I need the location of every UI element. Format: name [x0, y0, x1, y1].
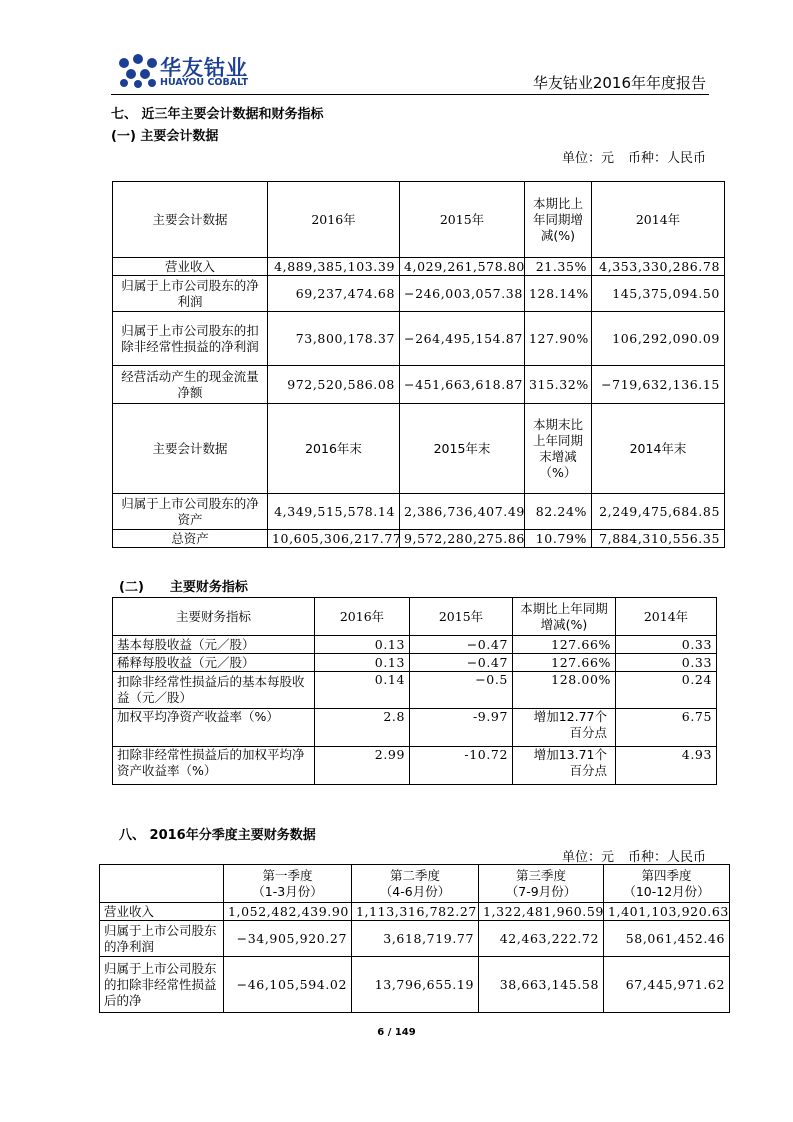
- cell-value: 972,520,586.08: [268, 366, 400, 404]
- cell-value: 42,463,222.72: [479, 921, 604, 957]
- cell-value: -10.72: [410, 747, 513, 785]
- unit-line-2: [562, 846, 706, 865]
- cell-value: 127.66%: [513, 654, 616, 672]
- row-label: 经营活动产生的现金流量净额: [113, 366, 268, 404]
- section-7-title: 七、 近三年主要会计数据和财务指标: [111, 107, 324, 122]
- cell-value: 1,401,103,920.63: [604, 903, 730, 921]
- row-label: 扣除非经常性损益后的加权平均净资产收益率（%）: [113, 747, 315, 785]
- quarter-name: 第一季度: [262, 867, 313, 883]
- cell-value: 145,375,094.50: [592, 276, 725, 312]
- cell-value: 127.66%: [513, 636, 616, 654]
- unit-line-1: [562, 147, 706, 166]
- cell-value: 10.79%: [525, 530, 592, 548]
- cell-value: 1,322,481,960.59: [479, 903, 604, 921]
- cell-value: 73,800,178.37: [268, 312, 400, 366]
- quarter-months: （10-12月份）: [623, 883, 710, 899]
- page-number: 6 / 149: [377, 1027, 416, 1038]
- cell-value: 1,052,482,439.90: [224, 903, 352, 921]
- table-row: [100, 921, 730, 957]
- table-header-row: [100, 865, 730, 903]
- cell-value: 315.32%: [525, 366, 592, 404]
- table-row: [113, 276, 725, 312]
- row-label: 基本每股收益（元／股）: [113, 636, 315, 654]
- table-row: [113, 258, 725, 276]
- accounting-data-table: [112, 181, 725, 548]
- col-header: 2015年: [400, 182, 525, 258]
- table-header-row: [113, 598, 717, 636]
- row-label: 加权平均净资产收益率（%）: [113, 709, 315, 747]
- col-header: 主要财务指标: [113, 598, 315, 636]
- cell-value: 4,349,515,578.14: [268, 494, 400, 530]
- cell-value: 0.13: [315, 636, 410, 654]
- col-header: 2016年末: [268, 404, 400, 494]
- table-row: [113, 312, 725, 366]
- cell-value: 82.24%: [525, 494, 592, 530]
- financial-indicators-table: [112, 597, 717, 785]
- cell-value: 2,386,736,407.49: [400, 494, 525, 530]
- company-logo: [118, 52, 278, 92]
- logo-mark-icon: [118, 54, 158, 88]
- cell-value: 13,796,655.19: [352, 957, 479, 1013]
- cell-value: 9,572,280,275.86: [400, 530, 525, 548]
- cell-value: −246,003,057.38: [400, 276, 525, 312]
- cell-value: −264,495,154.87: [400, 312, 525, 366]
- cell-value: 6.75: [616, 709, 717, 747]
- col-header: 2016年: [268, 182, 400, 258]
- unit-label: 单位：元: [561, 850, 614, 865]
- cell-value: −0.47: [410, 654, 513, 672]
- row-label: 稀释每股收益（元／股）: [113, 654, 315, 672]
- quarter-name: 第二季度: [389, 867, 440, 883]
- section-8-title: 八、 2016年分季度主要财务数据: [119, 828, 316, 843]
- cell-value: 0.14: [315, 672, 410, 709]
- currency-label: 币种：人民币: [627, 151, 706, 166]
- col-header: [224, 865, 352, 903]
- cell-value: −34,905,920.27: [224, 921, 352, 957]
- cell-value: 2.8: [315, 709, 410, 747]
- table-row: [100, 903, 730, 921]
- cell-value: 38,663,145.58: [479, 957, 604, 1013]
- cell-value: 0.33: [616, 636, 717, 654]
- table-row: [100, 957, 730, 1013]
- cell-value: 128.14%: [525, 276, 592, 312]
- col-header: 本期比上年同期增减(%): [513, 598, 616, 636]
- subsection-2-title: (二) 主要财务指标: [119, 580, 248, 595]
- cell-value: 4,353,330,286.78: [592, 258, 725, 276]
- cell-value: 4,029,261,578.80: [400, 258, 525, 276]
- subsection-1-title: (一) 主要会计数据: [111, 129, 219, 144]
- col-header: 2015年: [410, 598, 513, 636]
- quarter-months: （1-3月份）: [252, 883, 323, 899]
- cell-value: 106,292,090.09: [592, 312, 725, 366]
- table-row: [113, 672, 717, 709]
- col-header: [352, 865, 479, 903]
- col-header: 本期末比上年同期末增减（%）: [525, 404, 592, 494]
- table-header-row: [113, 182, 725, 258]
- cell-value: 2,249,475,684.85: [592, 494, 725, 530]
- logo-text-cn: 华友钴业: [160, 56, 248, 80]
- cell-value: 21.35%: [525, 258, 592, 276]
- table-row: [113, 530, 725, 548]
- row-label: 营业收入: [100, 903, 224, 921]
- col-header: 本期比上年同期增减(%): [525, 182, 592, 258]
- currency-label: 币种：人民币: [627, 850, 706, 865]
- cell-value: 4,889,385,103.39: [268, 258, 400, 276]
- cell-value: 2.99: [315, 747, 410, 785]
- quarter-name: 第四季度: [641, 867, 692, 883]
- table-row: [113, 494, 725, 530]
- cell-value: −46,105,594.02: [224, 957, 352, 1013]
- row-label: 归属于上市公司股东的扣除非经常性损益的净利润: [113, 312, 268, 366]
- col-header: 主要会计数据: [113, 404, 268, 494]
- cell-value: 0.13: [315, 654, 410, 672]
- col-header: [479, 865, 604, 903]
- unit-label: 单位：元: [561, 151, 614, 166]
- cell-value: 69,237,474.68: [268, 276, 400, 312]
- header-divider: [111, 94, 709, 95]
- col-header: 2016年: [315, 598, 410, 636]
- row-label: 归属于上市公司股东的净利润: [100, 921, 224, 957]
- cell-value: −451,663,618.87: [400, 366, 525, 404]
- cell-value: 67,445,971.62: [604, 957, 730, 1013]
- table-row: [113, 654, 717, 672]
- col-header: [604, 865, 730, 903]
- report-title: 华友钴业2016年年度报告: [532, 74, 706, 92]
- cell-value: 10,605,306,217.77: [268, 530, 400, 548]
- table-row: [113, 747, 717, 785]
- col-header: 2014年: [616, 598, 717, 636]
- col-header: 2015年末: [400, 404, 525, 494]
- cell-value: 128.00%: [513, 672, 616, 709]
- quarter-months: （4-6月份）: [379, 883, 451, 899]
- cell-value: 0.33: [616, 654, 717, 672]
- row-label: 总资产: [113, 530, 268, 548]
- quarterly-data-table: [99, 864, 730, 1013]
- cell-value: 58,061,452.46: [604, 921, 730, 957]
- col-header: 2014年末: [592, 404, 725, 494]
- cell-value: −0.5: [410, 672, 513, 709]
- cell-value: 127.90%: [525, 312, 592, 366]
- cell-value: 增加12.77个百分点: [513, 709, 616, 747]
- quarter-name: 第三季度: [515, 867, 566, 883]
- cell-value: −719,632,136.15: [592, 366, 725, 404]
- row-label: 扣除非经常性损益后的基本每股收益（元／股）: [113, 672, 315, 709]
- table-row: [113, 366, 725, 404]
- cell-value: 3,618,719.77: [352, 921, 479, 957]
- logo-text-en: HUAYOU COBALT: [160, 77, 249, 88]
- cell-value: 4.93: [616, 747, 717, 785]
- table-row: [113, 709, 717, 747]
- col-header: 2014年: [592, 182, 725, 258]
- table-header-row-2: [113, 404, 725, 494]
- cell-value: 1,113,316,782.27: [352, 903, 479, 921]
- cell-value: 增加13.71个百分点: [513, 747, 616, 785]
- quarter-months: （7-9月份）: [505, 883, 577, 899]
- corner-cell: [100, 865, 224, 903]
- cell-value: -9.97: [410, 709, 513, 747]
- row-label: 归属于上市公司股东的扣除非经常性损益后的净: [100, 957, 224, 1013]
- cell-value: 0.24: [616, 672, 717, 709]
- row-label: 归属于上市公司股东的净利润: [113, 276, 268, 312]
- cell-value: −0.47: [410, 636, 513, 654]
- table-row: [113, 636, 717, 654]
- row-label: 归属于上市公司股东的净资产: [113, 494, 268, 530]
- row-label: 营业收入: [113, 258, 268, 276]
- cell-value: 7,884,310,556.35: [592, 530, 725, 548]
- col-header: 主要会计数据: [113, 182, 268, 258]
